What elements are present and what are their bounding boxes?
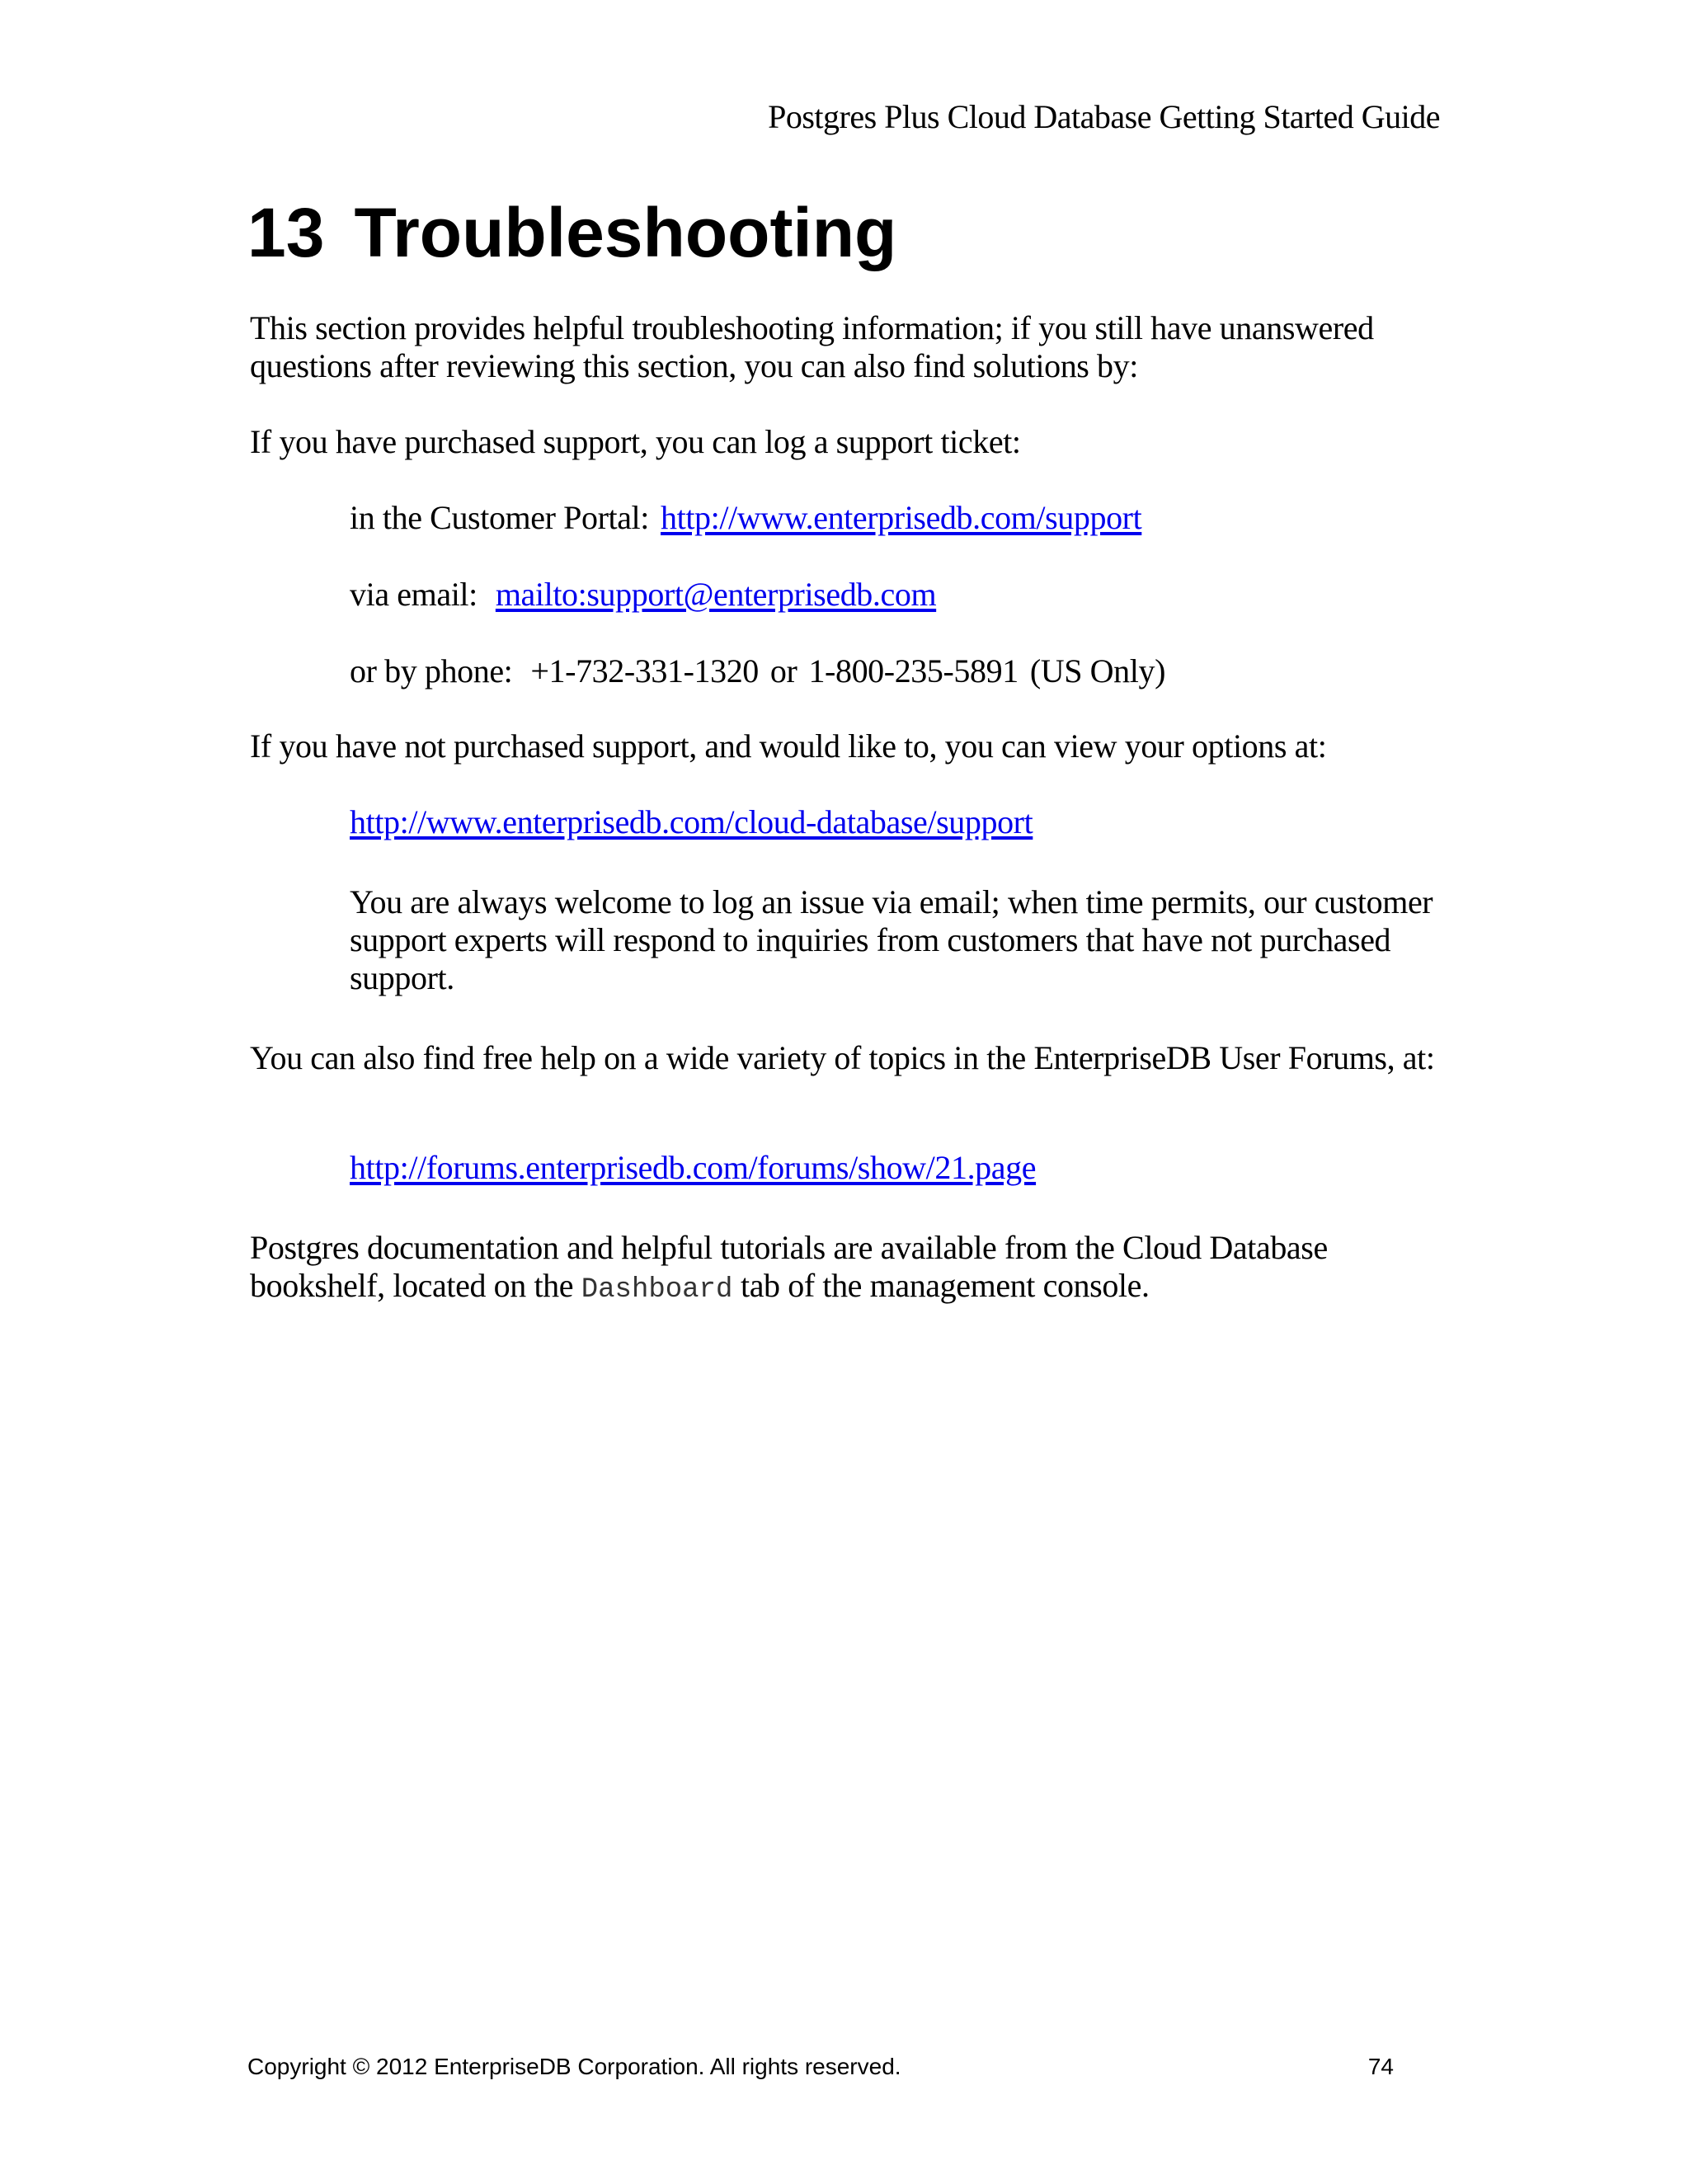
chapter-heading — [247, 191, 896, 274]
cloud-support-options-link[interactable]: http://www.enterprisedb.com/cloud-database/support — [350, 803, 1033, 840]
dashboard-tab-code: Dashboard — [581, 1274, 733, 1306]
docs-text-before: Postgres documentation and helpful tutorials are available from the Cloud Database bookshelf, located on the — [250, 1229, 1328, 1304]
forums-link-line — [350, 1149, 1438, 1187]
chapter-title: Troubleshooting — [354, 194, 897, 271]
copyright-notice: Copyright © 2012 EnterpriseDB Corporation. All rights reserved. — [247, 2054, 901, 2079]
running-header: Postgres Plus Cloud Database Getting Started Guide — [768, 98, 1440, 135]
email-label: via email: — [350, 576, 478, 613]
page-footer — [247, 2054, 1394, 2080]
support-email-link[interactable]: mailto:support@enterprisedb.com — [495, 576, 937, 613]
phone-or: or — [769, 652, 797, 690]
email-line — [350, 576, 1438, 614]
forums-paragraph: You can also find free help on a wide variety of topics in the EnterpriseDB User Forums, at: — [250, 1039, 1435, 1076]
customer-portal-link[interactable]: http://www.enterprisedb.com/support — [661, 499, 1142, 536]
page-number: 74 — [1367, 2054, 1394, 2079]
portal-label: in the Customer Portal: — [350, 499, 649, 536]
options-link-line — [350, 803, 1438, 841]
phone-number-secondary: 1-800-235-5891 — [808, 652, 1019, 690]
customer-portal-line — [350, 499, 1438, 537]
phone-number-primary: +1-732-331-1320 — [530, 652, 759, 690]
phone-note: (US Only) — [1029, 652, 1166, 690]
purchased-support-paragraph: If you have purchased support, you can log a support ticket: — [250, 423, 1021, 460]
docs-text-after: tab of the management console. — [740, 1267, 1150, 1304]
user-forums-link[interactable]: http://forums.enterprisedb.com/forums/show/21.page — [350, 1149, 1037, 1186]
chapter-number: 13 — [247, 194, 325, 271]
phone-line — [350, 652, 1438, 690]
welcome-paragraph: You are always welcome to log an issue via email; when time permits, our customer support experts will respond to inquiries from customers that have not purchased support. — [350, 883, 1433, 996]
documentation-paragraph — [250, 1229, 1454, 1309]
phone-label: or by phone: — [350, 652, 513, 690]
not-purchased-paragraph: If you have not purchased support, and would like to, you can view your options at: — [250, 727, 1327, 765]
intro-paragraph: This section provides helpful troubleshooting information; if you still have unanswered questions after reviewing this section, you can also find solutions by: — [250, 309, 1374, 384]
